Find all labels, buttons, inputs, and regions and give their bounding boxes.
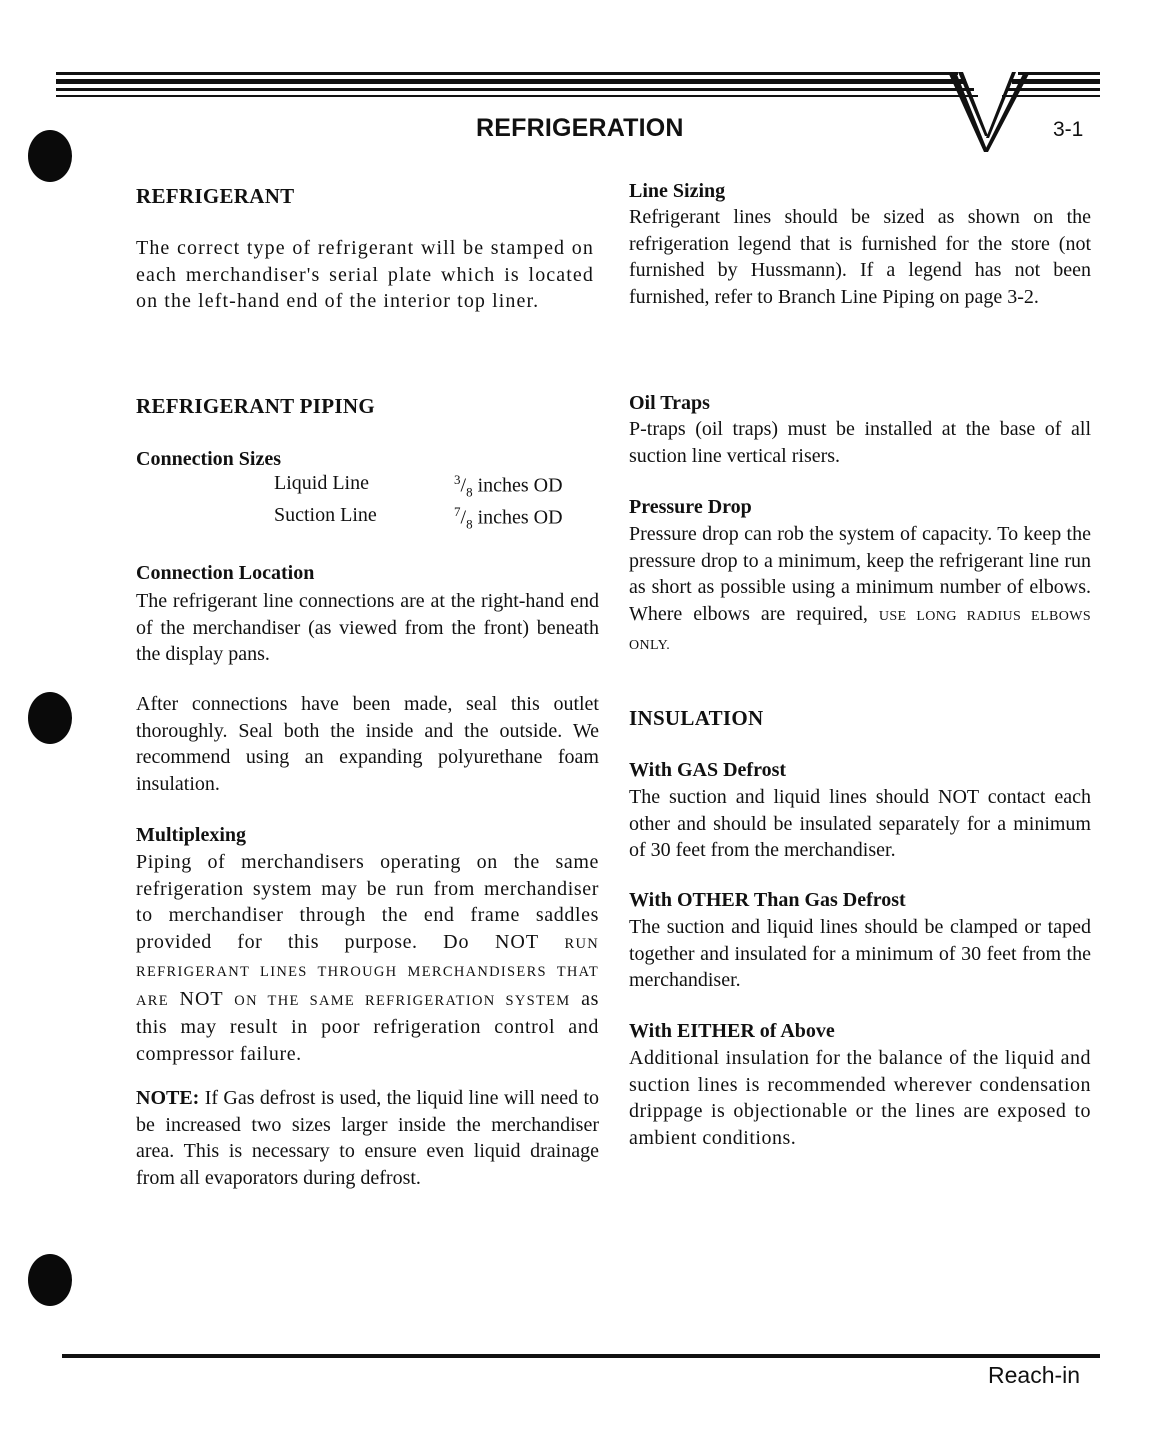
- long-radius-caps: USE LONG RADIUS ELBOWS ONLY.: [629, 608, 1092, 653]
- hussmann-logo-icon: [944, 66, 1034, 158]
- oil-traps-heading: Oil Traps: [629, 392, 710, 414]
- not-emphasis: NOT: [494, 930, 540, 953]
- binder-hole-top: [28, 130, 72, 182]
- connection-size-row: [274, 504, 594, 536]
- oil-traps-body: P-traps (oil traps) must be installed at the base of all suction line vertical risers.: [629, 418, 1091, 467]
- connection-location-heading: Connection Location: [136, 562, 315, 584]
- line-sizing-heading: Line Sizing: [629, 180, 726, 202]
- pressure-drop-heading: Pressure Drop: [629, 496, 752, 518]
- refrigerant-heading: REFRIGERANT: [136, 184, 295, 208]
- suction-line-label: Suction Line: [274, 504, 377, 526]
- gas-defrost-heading: With GAS Defrost: [629, 759, 787, 781]
- footer-rule: [62, 1354, 1100, 1358]
- note-paragraph: [136, 1085, 599, 1191]
- refrigerant-body: The correct type of refrigerant will be stamped on each merchandiser's serial plate which is located on the left-hand end of the interior top liner.: [136, 237, 594, 312]
- connection-sizes-table: [274, 472, 594, 536]
- either-heading: With EITHER of Above: [629, 1020, 835, 1042]
- note-body: If Gas defrost is used, the liquid line will need to be increased two sizes larger inside the merchandiser area. This is necessary to ensure even liquid drainage from all evaporators during defrost.: [136, 1087, 600, 1189]
- footer-label: Reach-in: [988, 1362, 1081, 1388]
- other-defrost-heading: With OTHER Than Gas Defrost: [629, 889, 906, 911]
- binder-hole-middle: [28, 692, 72, 744]
- other-defrost-body: The suction and liquid lines should be clamped or taped together and insulated for a minimum of 30 feet from the merchandiser.: [629, 916, 1091, 991]
- connection-size-row: [274, 472, 594, 504]
- gas-defrost-body: The suction and liquid lines should NOT contact each other and should be insulated separately for a minimum of 30 feet from the merchandiser.: [629, 786, 1091, 861]
- binder-hole-bottom: [28, 1254, 72, 1306]
- page-title: REFRIGERATION: [476, 114, 684, 142]
- line-sizing-body: Refrigerant lines should be sized as shown on the refrigeration legend that is furnished for the store (not furnished by Hussmann). If a legend has not been furnished, refer to Branch Line Piping on page 3-2.: [629, 206, 1091, 308]
- not-emphasis: NOT: [179, 987, 224, 1010]
- connection-location-body: The refrigerant line connections are at the right-hand end of the merchandiser (as viewed from the front) beneath the display pans.: [136, 590, 599, 665]
- note-label: NOTE:: [136, 1087, 200, 1109]
- liquid-line-label: Liquid Line: [274, 472, 369, 494]
- suction-line-size: $^7/_8$ inches OD: [454, 504, 563, 532]
- insulation-heading: INSULATION: [629, 706, 764, 730]
- refrigerant-piping-heading: REFRIGERANT PIPING: [136, 394, 375, 418]
- seal-paragraph: After connections have been made, seal this outlet thoroughly. Seal both the inside and the outside. We recommend using an expanding polyurethane foam insulation.: [136, 693, 599, 795]
- liquid-line-size: $^3/_8$ inches OD: [454, 472, 563, 500]
- page-number: 3-1: [1053, 118, 1084, 141]
- connection-sizes-heading: Connection Sizes: [136, 448, 281, 470]
- warning-caps: RUN REFRIGERANT LINES THROUGH MERCHANDISERS THAT ARE: [136, 935, 600, 1009]
- do-emphasis: Do: [443, 930, 470, 953]
- multiplexing-body: Piping of merchandisers operating on the same refrigeration system may be run from merchandiser to merchandiser through the end frame saddles provided for this purpose. Do NOT RUN REFRIGERANT LINES THROUGH MERCHANDISERS THAT ARE NOT ON THE SAME REFRIGERATION SYSTEM as this may result in poor refrigeration control and compressor failure.: [136, 851, 600, 1065]
- multiplexing-heading: Multiplexing: [136, 824, 247, 846]
- pressure-drop-body: Pressure drop can rob the system of capacity. To keep the pressure drop to a minimum, keep the refrigerant line run as short as possible using a minimum number of elbows. Where elbows are required, USE LONG RADIUS ELBOWS ONLY.: [629, 523, 1092, 653]
- either-body: Additional insulation for the balance of the liquid and suction lines is recommended wherever condensation drippage is objectionable or the lines are exposed to ambient conditions.: [629, 1047, 1091, 1149]
- warning-caps: ON THE SAME REFRIGERATION SYSTEM: [234, 992, 571, 1009]
